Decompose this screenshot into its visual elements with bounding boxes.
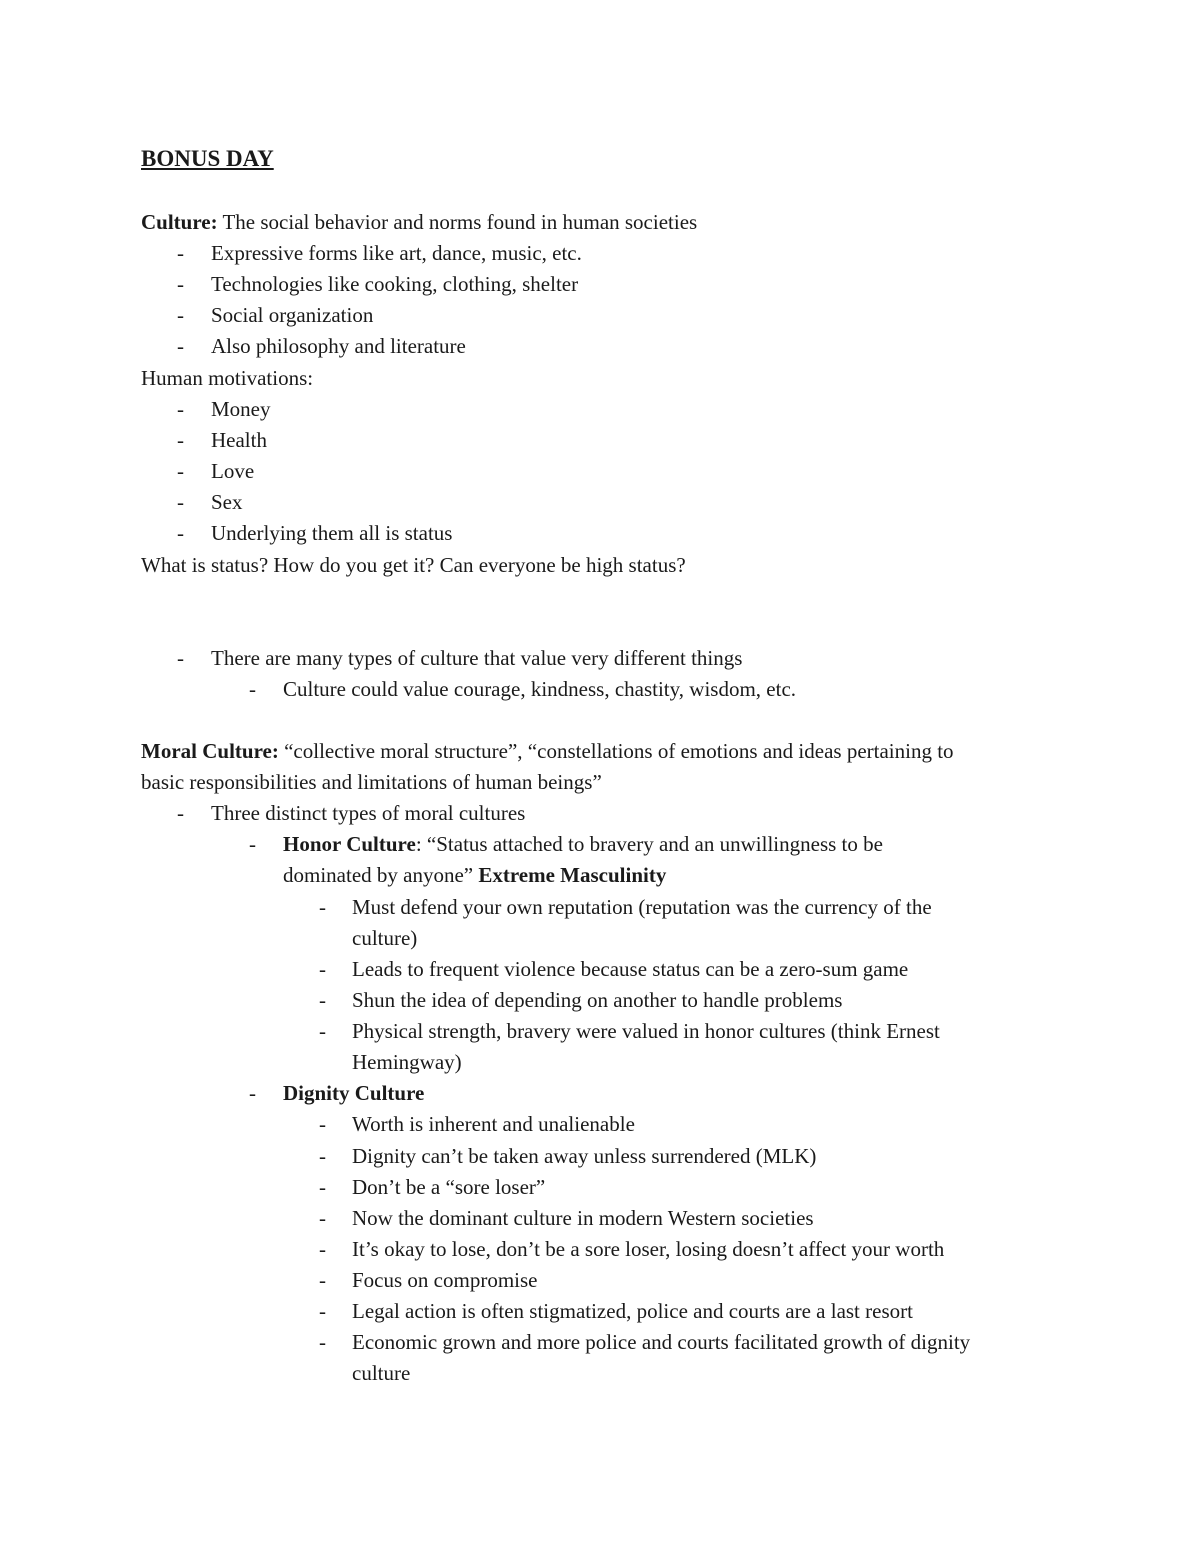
honor-culture-definition — [283, 829, 883, 860]
bullet-dash: - — [319, 1268, 326, 1292]
bullet-dash: - — [177, 646, 184, 670]
bullet-dash: - — [319, 1299, 326, 1323]
moral-culture-definition-line2: basic responsibilities and limitations of human beings” — [141, 770, 602, 794]
list-item: Focus on compromise — [352, 1268, 538, 1292]
list-item-continuation: Hemingway) — [352, 1050, 462, 1074]
bullet-dash: - — [177, 459, 184, 483]
list-item: Three distinct types of moral cultures — [211, 801, 526, 825]
bullet-dash: - — [177, 397, 184, 421]
moral-culture-term: Moral Culture: — [141, 739, 279, 763]
bullet-dash: - — [319, 1144, 326, 1168]
list-item: Health — [211, 428, 267, 452]
list-item: Culture could value courage, kindness, chastity, wisdom, etc. — [283, 677, 797, 701]
bullet-dash: - — [177, 521, 184, 545]
moral-culture-definition-line1: “collective moral structure”, “constellations of emotions and ideas pertaining to — [284, 739, 954, 763]
list-item: Worth is inherent and unalienable — [352, 1112, 635, 1136]
list-item: Must defend your own reputation (reputation was the currency of the — [352, 895, 932, 919]
honor-culture-quote-line1: : “Status attached to bravery and an unwillingness to be — [415, 832, 883, 856]
list-item: Don’t be a “sore loser” — [352, 1175, 546, 1199]
bullet-dash: - — [177, 272, 184, 296]
page-title: BONUS DAY — [141, 146, 274, 171]
list-item: Underlying them all is status — [211, 521, 453, 545]
bullet-dash: - — [319, 1237, 326, 1261]
bullet-dash: - — [177, 303, 184, 327]
list-item: Expressive forms like art, dance, music, etc. — [211, 241, 582, 265]
bullet-dash: - — [177, 241, 184, 265]
honor-culture-term: Honor Culture — [283, 832, 416, 856]
honor-culture-quote-line2 — [283, 860, 666, 891]
bullet-dash: - — [319, 1175, 326, 1199]
bullet-dash: - — [249, 677, 256, 701]
list-item: Love — [211, 459, 255, 483]
bullet-dash: - — [319, 1019, 326, 1043]
list-item: Legal action is often stigmatized, police and courts are a last resort — [352, 1299, 913, 1323]
honor-culture-quote-text: dominated by anyone” — [283, 863, 474, 887]
bullet-dash: - — [249, 1081, 256, 1105]
list-item-continuation: culture) — [352, 926, 418, 950]
motivations-heading: Human motivations: — [141, 366, 314, 390]
list-item: It’s okay to lose, don’t be a sore loser, losing doesn’t affect your worth — [352, 1237, 945, 1261]
list-item: Physical strength, bravery were valued in honor cultures (think Ernest — [352, 1019, 940, 1043]
bullet-dash: - — [177, 801, 184, 825]
bullet-dash: - — [319, 988, 326, 1012]
list-item: There are many types of culture that value very different things — [211, 646, 743, 670]
bullet-dash: - — [177, 334, 184, 358]
list-item: Now the dominant culture in modern Western societies — [352, 1206, 814, 1230]
list-item-continuation: culture — [352, 1361, 411, 1385]
bullet-dash: - — [319, 1206, 326, 1230]
culture-definition — [141, 207, 697, 238]
culture-term: Culture: — [141, 210, 218, 234]
bullet-dash: - — [319, 1112, 326, 1136]
bullet-dash: - — [177, 428, 184, 452]
list-item: Economic grown and more police and courts facilitated growth of dignity — [352, 1330, 971, 1354]
culture-definition-text: The social behavior and norms found in human societies — [222, 210, 698, 234]
bullet-dash: - — [319, 1330, 326, 1354]
bullet-dash: - — [177, 490, 184, 514]
list-item: Money — [211, 397, 271, 421]
list-item: Technologies like cooking, clothing, shelter — [211, 272, 579, 296]
status-question: What is status? How do you get it? Can everyone be high status? — [141, 553, 686, 577]
honor-culture-emphasis: Extreme Masculinity — [478, 863, 667, 887]
bullet-dash: - — [249, 832, 256, 856]
list-item: Sex — [211, 490, 243, 514]
list-item: Social organization — [211, 303, 374, 327]
bullet-dash: - — [319, 957, 326, 981]
list-item: Shun the idea of depending on another to handle problems — [352, 988, 843, 1012]
list-item: Leads to frequent violence because status can be a zero-sum game — [352, 957, 909, 981]
dignity-culture-heading — [283, 1078, 424, 1109]
dignity-culture-term: Dignity Culture — [283, 1081, 425, 1105]
list-item: Also philosophy and literature — [211, 334, 466, 358]
bullet-dash: - — [319, 895, 326, 919]
list-item: Dignity can’t be taken away unless surrendered (MLK) — [352, 1144, 817, 1168]
moral-culture-definition — [141, 736, 954, 767]
